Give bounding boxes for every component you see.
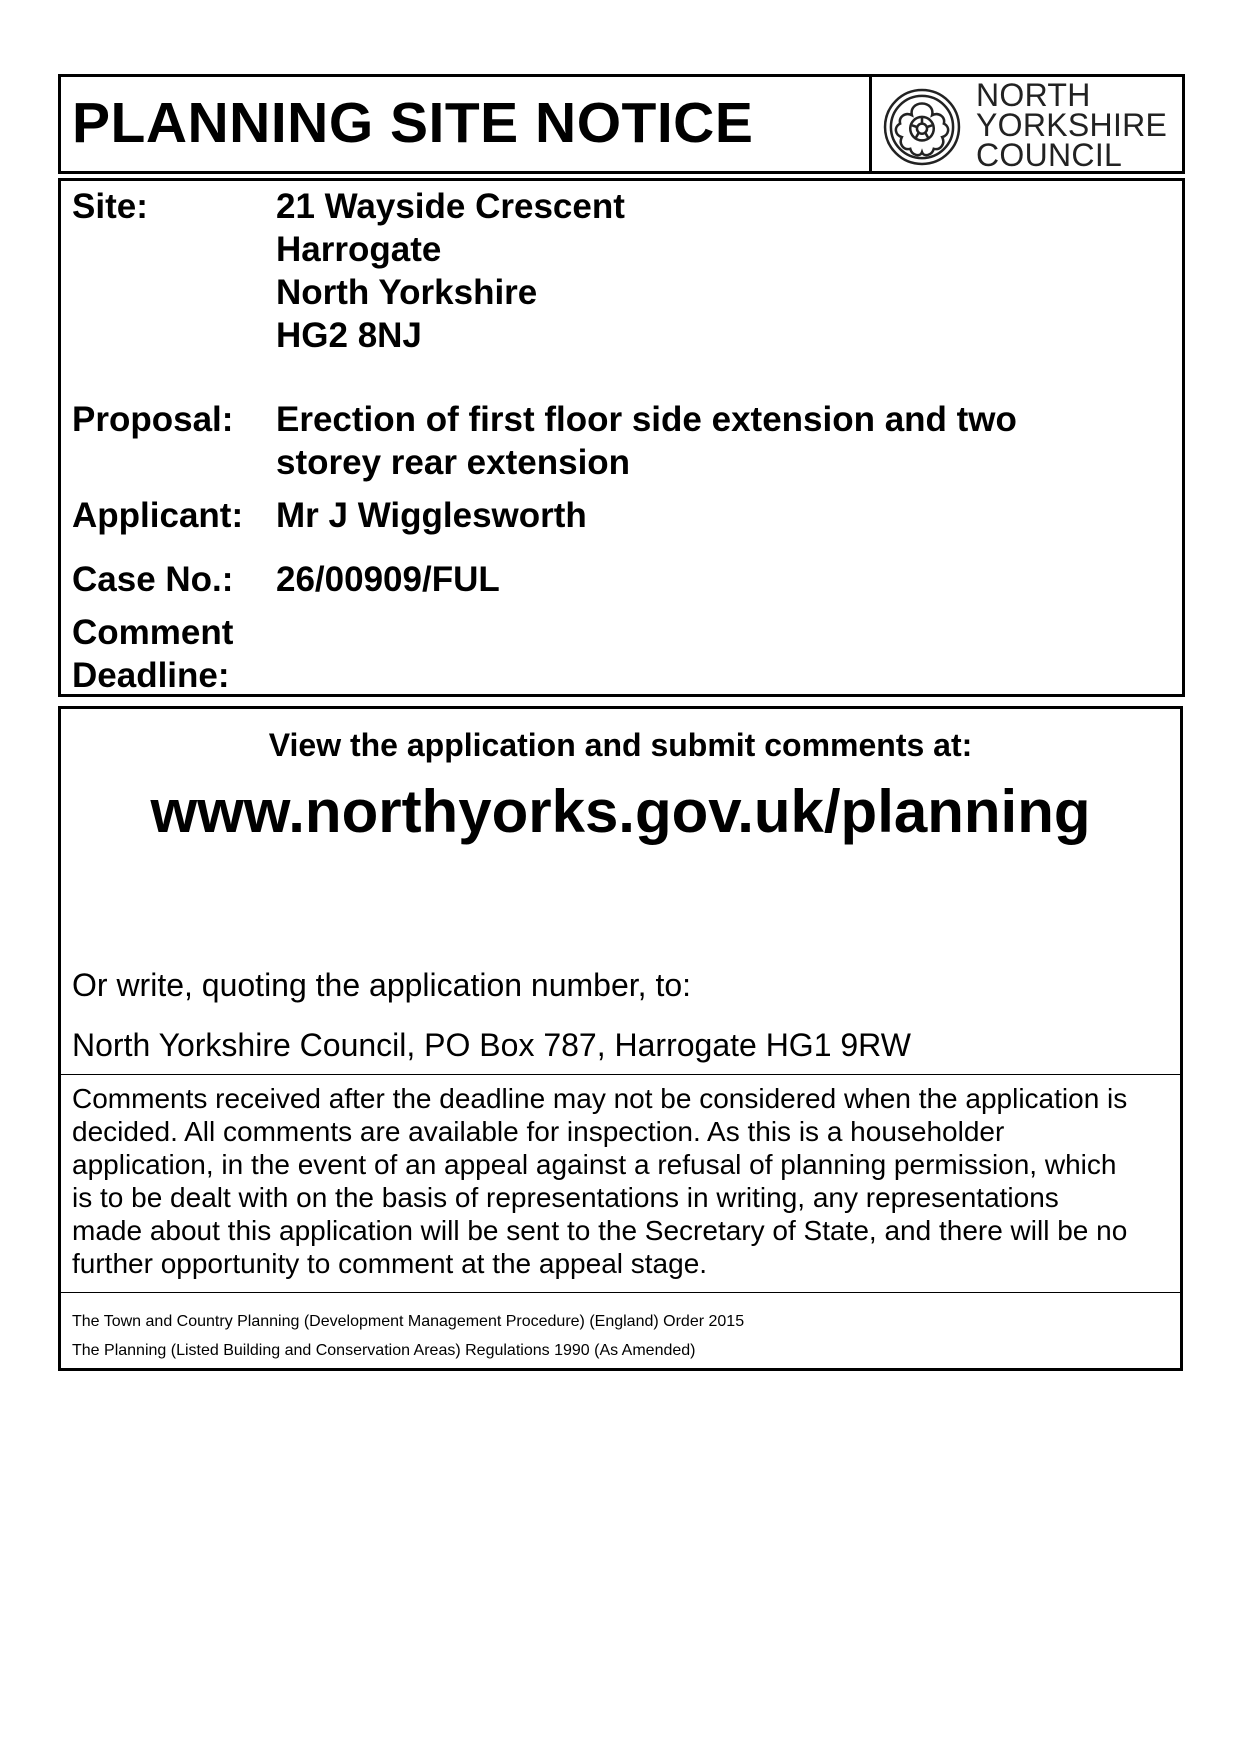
applicant-name: Mr J Wigglesworth <box>276 496 587 535</box>
site-line: North Yorkshire <box>276 273 538 312</box>
postal-address: North Yorkshire Council, PO Box 787, Harrogate HG1 9RW <box>72 1027 911 1063</box>
logo-line-3: COUNCIL <box>976 137 1123 173</box>
notice-line: is to be dealt with on the basis of representations in writing, any representations <box>72 1182 1059 1213</box>
proposal-label: Proposal: <box>72 400 234 439</box>
proposal-line: storey rear extension <box>276 443 631 482</box>
notice-line: decided. All comments are available for inspection. As this is a householder <box>72 1116 1005 1147</box>
divider <box>61 1292 1180 1293</box>
deadline-label-line: Comment <box>72 613 234 652</box>
notice-line: application, in the event of an appeal against a refusal of planning permission, which <box>72 1149 1117 1180</box>
legal-reference: The Planning (Listed Building and Conservation Areas) Regulations 1990 (As Amended) <box>72 1342 696 1359</box>
logo-line-1: NORTH <box>976 77 1091 113</box>
proposal-text <box>276 398 1156 484</box>
page-title: PLANNING SITE NOTICE <box>72 91 754 155</box>
deadline-label-line: Deadline: <box>72 656 230 695</box>
deadline-label <box>72 611 282 697</box>
proposal-line: Erection of first floor side extension and two <box>276 400 1017 439</box>
comments-notice <box>72 1082 1172 1280</box>
case-label: Case No.: <box>72 560 234 599</box>
notice-header <box>58 74 1185 174</box>
case-number: 26/00909/FUL <box>276 560 500 599</box>
write-intro: Or write, quoting the application number, to: <box>72 967 692 1003</box>
comment-information <box>58 706 1183 1371</box>
logo-wordmark <box>976 77 1168 173</box>
yorkshire-rose-icon <box>880 85 964 169</box>
divider <box>61 1074 1180 1075</box>
site-line: Harrogate <box>276 230 442 269</box>
application-details <box>58 178 1185 697</box>
notice-line: made about this application will be sent to the Secretary of State, and there will be no <box>72 1215 1128 1246</box>
site-label: Site: <box>72 187 148 226</box>
notice-line: further opportunity to comment at the appeal stage. <box>72 1248 708 1279</box>
applicant-label: Applicant: <box>72 496 244 535</box>
view-heading: View the application and submit comments at: <box>268 727 973 763</box>
notice-line: Comments received after the deadline may not be considered when the application is <box>72 1083 1128 1114</box>
council-logo <box>869 74 1185 174</box>
site-address <box>276 185 1156 357</box>
legal-reference: The Town and Country Planning (Development Management Procedure) (England) Order 2015 <box>72 1313 745 1330</box>
site-line: 21 Wayside Crescent <box>276 187 625 226</box>
website-link[interactable]: www.northyorks.gov.uk/planning <box>150 778 1091 845</box>
logo-line-2: YORKSHIRE <box>976 107 1168 143</box>
site-line: HG2 8NJ <box>276 316 422 355</box>
